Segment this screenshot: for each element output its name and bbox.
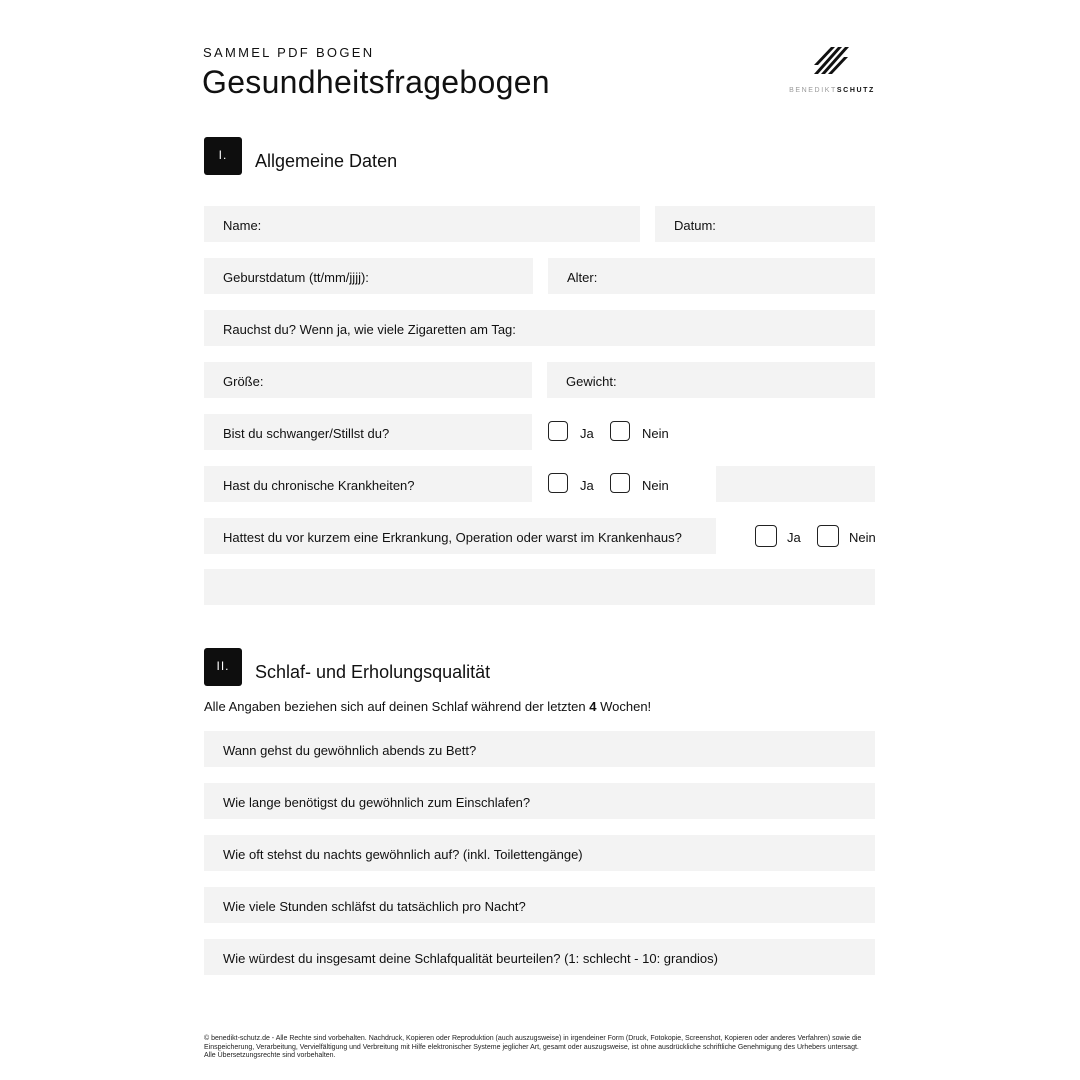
section-2-number-badge: II. (204, 648, 242, 686)
recent-illness-no-checkbox[interactable] (817, 525, 839, 547)
pregnant-no-checkbox[interactable] (610, 421, 630, 441)
sleep-question-label: Wie viele Stunden schläfst du tatsächlich pro Nacht? (223, 899, 526, 914)
weight-label: Gewicht: (566, 374, 617, 389)
chronic-no-label: Nein (642, 478, 669, 493)
age-label: Alter: (567, 270, 598, 285)
pregnant-label: Bist du schwanger/Stillst du? (223, 426, 390, 441)
sleep-latency-field[interactable] (204, 783, 875, 819)
chronic-details-field[interactable] (716, 466, 875, 502)
height-label: Größe: (223, 374, 264, 389)
recent-illness-details-field[interactable] (204, 569, 875, 605)
note-prefix: Alle Angaben beziehen sich auf deinen Schlaf während der letzten (204, 699, 586, 714)
date-field[interactable] (655, 206, 875, 242)
sleep-quality-rating-field[interactable] (204, 939, 875, 975)
brand-name-light: BENEDIKT (789, 87, 837, 94)
recent-illness-no-label: Nein (849, 530, 876, 545)
sleep-question-label: Wie lange benötigst du gewöhnlich zum Einschlafen? (223, 795, 531, 810)
brand-logo (786, 44, 878, 96)
section-1-number-badge: I. (204, 137, 242, 175)
recent-illness-question (204, 518, 716, 554)
copyright-footer: © benedikt-schutz.de - Alle Rechte sind vorbehalten. Nachdruck, Kopieren oder Reproduktion (auch auszugsweise) in irgendeiner Form (Druck, Fotokopie, Screenshot, Kopieren oder anderes Verfahren) sowie die Einspeicherung, Verarbeitung, Vervielfältigung und Verbreitung mit Hilfe elektronischer Systeme jeglicher Art, gesamt oder auszugsweise, ist ohne ausdrückliche schriftliche Genehmigung des Urhebers untersagt. Alle Übersetzungsrechte sind vorbehalten. (204, 1035, 862, 1059)
note-suffix: Wochen! (600, 699, 652, 714)
chronic-no-checkbox[interactable] (610, 473, 630, 493)
chronic-question (204, 466, 532, 502)
birthdate-label: Geburstdatum (tt/mm/jjjj): (223, 270, 369, 285)
recent-illness-yes-checkbox[interactable] (755, 525, 777, 547)
name-label: Name: (223, 218, 262, 233)
chronic-yes-label: Ja (580, 478, 594, 493)
page-title: Gesundheitsfragebogen (202, 64, 550, 100)
pregnant-no-label: Nein (642, 426, 669, 441)
night-wakeups-field[interactable] (204, 835, 875, 871)
date-label: Datum: (674, 218, 716, 233)
sleep-hours-field[interactable] (204, 887, 875, 923)
document-kicker: SAMMEL PDF BOGEN (203, 45, 375, 60)
pregnant-yes-checkbox[interactable] (548, 421, 568, 441)
sleep-question-label: Wann gehst du gewöhnlich abends zu Bett? (223, 743, 477, 758)
section-2-note (204, 699, 651, 714)
brand-logo-mark-icon (812, 44, 852, 76)
pregnant-yes-label: Ja (580, 426, 594, 441)
section-1-title: Allgemeine Daten (255, 151, 398, 171)
note-weeks-number: 4 (589, 699, 597, 714)
sleep-bedtime-field[interactable] (204, 731, 875, 767)
smoking-field[interactable] (204, 310, 875, 346)
brand-name (786, 87, 878, 94)
pregnant-question (204, 414, 532, 450)
weight-field[interactable] (547, 362, 875, 398)
height-field[interactable] (204, 362, 532, 398)
section-2-title: Schlaf- und Erholungsqualität (255, 662, 491, 682)
recent-illness-label: Hattest du vor kurzem eine Erkrankung, Operation oder warst im Krankenhaus? (223, 530, 682, 545)
brand-name-bold: SCHUTZ (836, 87, 875, 94)
recent-illness-yes-label: Ja (787, 530, 801, 545)
birthdate-field[interactable] (204, 258, 533, 294)
smoking-label: Rauchst du? Wenn ja, wie viele Zigaretten am Tag: (223, 322, 516, 337)
sleep-question-label: Wie oft stehst du nachts gewöhnlich auf? (inkl. Toilettengänge) (223, 847, 583, 862)
sleep-question-label: Wie würdest du insgesamt deine Schlafqualität beurteilen? (1: schlecht - 10: grandios) (223, 951, 718, 966)
age-field[interactable] (548, 258, 875, 294)
name-field[interactable] (204, 206, 640, 242)
chronic-label: Hast du chronische Krankheiten? (223, 478, 415, 493)
chronic-yes-checkbox[interactable] (548, 473, 568, 493)
